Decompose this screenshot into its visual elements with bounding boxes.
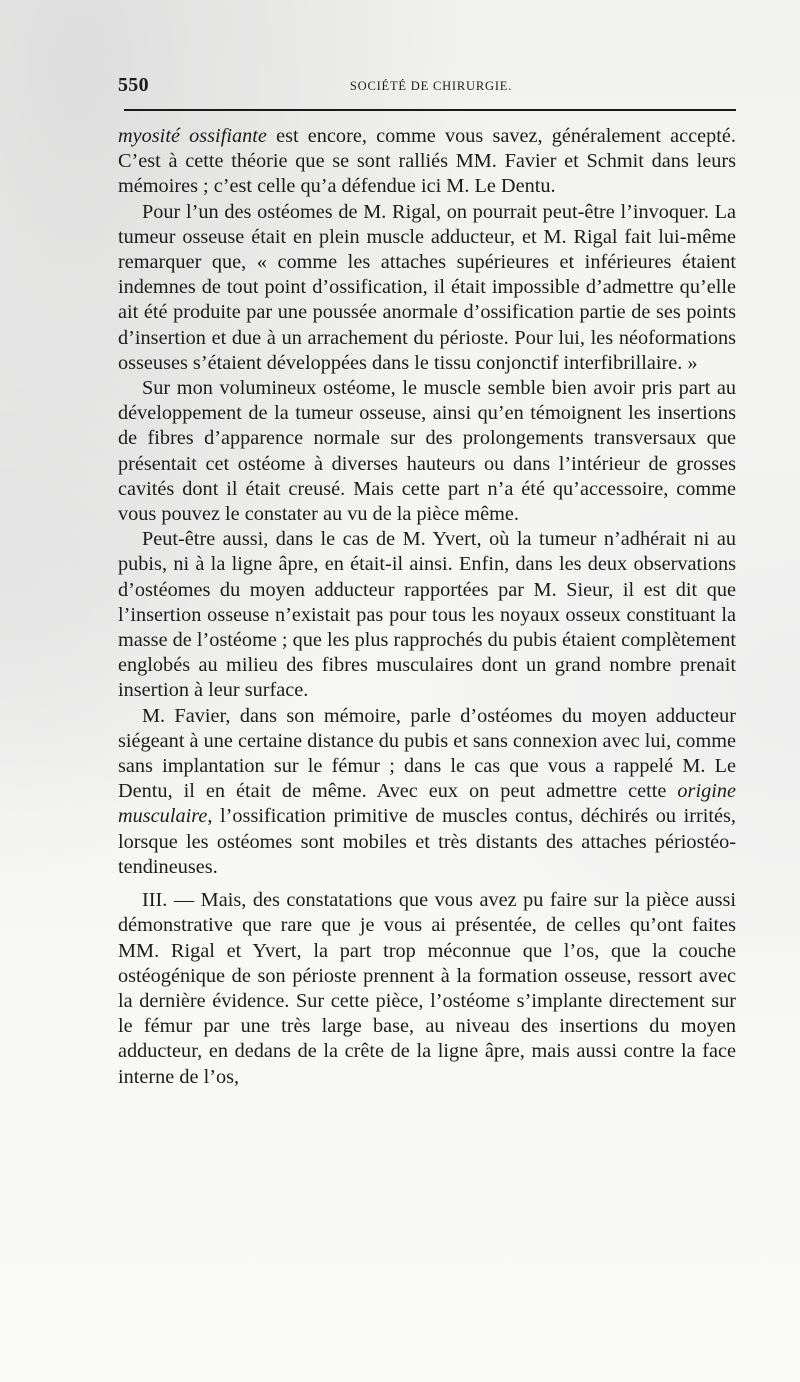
header-rule xyxy=(124,109,736,111)
body-text xyxy=(118,124,736,1090)
paragraph-5-text-after: , l’ossification primitive de muscles contus, déchirés ou irrités, lorsque les ostéomes sont mobiles et très distants des attaches périostéo-tendineuses. xyxy=(118,805,736,878)
paragraph-1-text: est encore, comme vous savez, généralement accepté. C’est à cette théorie que se sont ralliés MM. Favier et Schmit dans leurs mémoires ; c’est celle qu’a défendue ici M. Le Dentu. xyxy=(118,125,736,198)
paragraph-5 xyxy=(118,704,736,880)
page-number: 550 xyxy=(118,74,149,96)
paragraph-5-text-before: M. Favier, dans son mémoire, parle d’ostéomes du moyen adducteur siégeant à une certaine distance du pubis et sans connexion avec lui, comme sans implantation sur le fémur ; dans le cas que vous a rappelé M. Le Dentu, il en était de même. Avec eux on peut admettre cette xyxy=(118,704,736,803)
running-title: SOCIÉTÉ DE CHIRURGIE. xyxy=(349,79,513,93)
paragraph-2: Pour l’un des ostéomes de M. Rigal, on pourrait peut-être l’invoquer. La tumeur osseuse était en plein muscle adducteur, et M. Rigal fait lui-même remarquer que, « comme les attaches supérieures et inférieures étaient indemnes de tout point d’ossification, il était impossible d’admettre qu’elle ait été produite par une poussée anormale d’ossification partie de ses points d’insertion et due à un arrachement du périoste. Pour lui, les néoformations osseuses s’étaient développées dans le tissu conjonctif interfibrillaire. » xyxy=(118,200,736,374)
paragraph-1 xyxy=(118,124,736,200)
paragraph-3: Sur mon volumineux ostéome, le muscle semble bien avoir pris part au développement de la tumeur osseuse, ainsi qu’en témoignent les insertions de fibres d’apparence normale sur des prolongements transversaux que présentait cet ostéome à diverses hauteurs ou dans l’intérieur de grosses cavités dont il était creusé. Mais cette part n’a été qu’accessoire, comme vous pouvez le constater au vu de la pièce même. xyxy=(118,377,736,526)
running-head xyxy=(118,74,736,104)
italic-term-myosite-ossifiante: myosité ossifiante xyxy=(118,125,267,147)
section-iii-paragraph: III. — Mais, des constatations que vous avez pu faire sur la pièce aussi démonstrative que rare que je vous ai présentée, de celles qu’ont faites MM. Rigal et Yvert, la part trop méconnue que l’os, que la couche ostéogénique de son périoste prennent à la formation osseuse, ressort avec la dernière évidence. Sur cette pièce, l’ostéome s’implante directement sur le fémur par une très large base, au niveau des insertions du moyen adducteur, en dedans de la crête de la ligne âpre, mais aussi contre la face interne de l’os, xyxy=(118,889,736,1088)
italic-term-origine-musculaire: origine musculaire xyxy=(118,780,736,828)
paragraph-4: Peut-être aussi, dans le cas de M. Yvert, où la tumeur n’adhérait ni au pubis, ni à la ligne âpre, en était-il ainsi. Enfin, dans les deux observations d’ostéomes du moyen adducteur rapportées par M. Sieur, il est dit que l’insertion osseuse n’existait pas pour tous les noyaux osseux constituant la masse de l’ostéome ; que les plus rapprochés du pubis étaient complètement englobés au milieu des fibres musculaires dont un grand nombre prenait insertion à leur surface. xyxy=(118,528,736,702)
